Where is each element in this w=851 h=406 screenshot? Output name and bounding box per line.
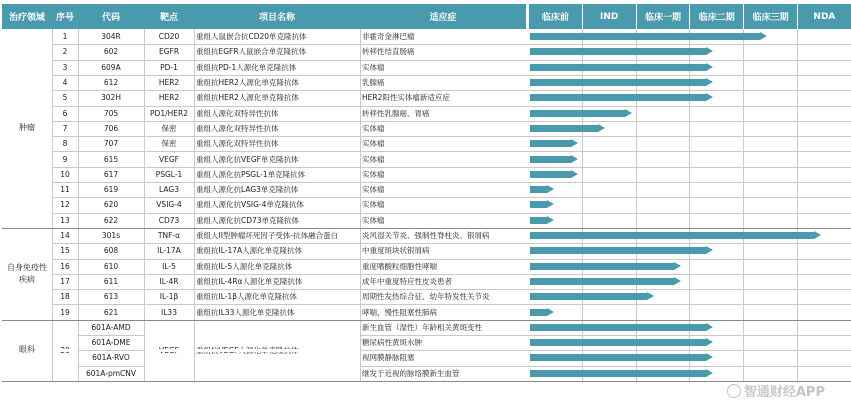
row-14-no: 14: [60, 231, 70, 241]
progress-arrow: [706, 323, 713, 331]
row-9-name: 重组人源化抗VEGF单克隆抗体: [196, 154, 299, 164]
row-19-target: IL33: [161, 307, 177, 317]
progress-bar: [530, 140, 571, 147]
row-12-name: 重组人源化抗VSIG-4单克隆抗体: [196, 200, 304, 210]
row-14-target: TNF-α: [157, 231, 181, 241]
row-6-name: 重组人源化双特异性抗体: [196, 108, 279, 118]
watermark: [727, 381, 825, 400]
row-1-no: 1: [62, 32, 68, 42]
group-label: 肿瘤: [19, 123, 35, 133]
row-3-target: PD-1: [160, 62, 178, 72]
progress-bar: [530, 278, 674, 285]
row-6-no: 6: [62, 108, 68, 118]
row-22-code: 601A-RVO: [92, 353, 130, 363]
row-13-code: 622: [103, 215, 119, 225]
progress-bar: [530, 339, 706, 346]
row-13-target: CD73: [158, 215, 180, 225]
row-2-code: 602: [103, 47, 119, 57]
row-11-no: 11: [60, 185, 70, 195]
row-10-indication: 实体瘤: [362, 169, 385, 179]
row-17-name: 重组抗IL-4Rα人源化单克隆抗体: [196, 276, 303, 286]
row-5-no: 5: [62, 93, 68, 103]
row-7-target: 保密: [161, 123, 177, 133]
merge-cover: [195, 365, 360, 368]
progress-arrow: [674, 262, 681, 270]
row-20-indication: 新生血管（湿性）年龄相关黄斑变性: [362, 322, 482, 332]
row-21-indication: 糖尿病性黄斑水肿: [362, 338, 422, 348]
row-17-code: 611: [103, 276, 119, 286]
row-14-name: 重组人II型肿瘤坏死因子受体-抗体融合蛋白: [196, 231, 339, 241]
row-16-code: 610: [103, 261, 119, 271]
watermark-logo-icon: [727, 384, 741, 398]
stage-header-2: 临床一期: [636, 4, 690, 29]
row-5-target: HER2: [158, 93, 180, 103]
progress-bar: [530, 293, 647, 300]
merge-cover: [53, 334, 78, 337]
progress-bar: [530, 309, 547, 316]
row-17-indication: 成年中重度特应性皮炎患者: [362, 276, 452, 286]
row-7-code: 706: [103, 123, 119, 133]
row-10-no: 10: [60, 169, 70, 179]
row-9-code: 615: [103, 154, 119, 164]
progress-arrow: [625, 109, 632, 117]
stage-header-5: NDA: [797, 4, 851, 29]
progress-bar: [530, 94, 706, 101]
progress-arrow: [547, 216, 554, 224]
progress-bar: [530, 263, 674, 270]
row-23-code: 601A-pmCNV: [85, 368, 137, 378]
watermark-text: 智通财经APP: [743, 385, 825, 400]
row-8-no: 8: [62, 139, 68, 149]
group-label: 眼科: [19, 345, 35, 355]
row-6-code: 705: [103, 108, 119, 118]
progress-bar: [530, 201, 547, 208]
row-9-no: 9: [62, 154, 68, 164]
row-16-target: IL-5: [162, 261, 176, 271]
progress-arrow: [706, 78, 713, 86]
stage-divider: [743, 29, 744, 381]
row-3-no: 3: [62, 62, 68, 72]
progress-arrow: [706, 353, 713, 361]
row-23-indication: 继发于近视的脉络膜新生血管: [362, 368, 460, 378]
progress-arrow: [760, 32, 767, 40]
row-18-name: 重组抗IL-1β人源化单克隆抗体: [196, 292, 298, 302]
row-2-name: 重组抗EGFR人鼠嵌合单克隆抗体: [196, 47, 307, 57]
progress-arrow: [547, 200, 554, 208]
row-20-code: 601A-AMD: [91, 322, 131, 332]
row-3-indication: 实体瘤: [362, 62, 385, 72]
merge-cover: [195, 349, 360, 352]
progress-arrow: [547, 185, 554, 193]
row-10-name: 重组人源化抗PSGL-1单克隆抗体: [196, 169, 306, 179]
row-12-no: 12: [60, 200, 70, 210]
progress-arrow: [706, 246, 713, 254]
row-15-code: 608: [103, 246, 119, 256]
merge-cover: [53, 349, 78, 352]
row-4-target: HER2: [158, 78, 180, 88]
row-2-target: EGFR: [158, 47, 180, 57]
row-6-target: PD1/HER2: [150, 108, 188, 118]
row-21-code: 601A-DME: [91, 338, 131, 348]
progress-bar: [530, 247, 706, 254]
row-19-code: 621: [103, 307, 119, 317]
column-header-5: 适应症: [360, 4, 526, 29]
row-4-indication: 乳腺癌: [362, 78, 385, 88]
row-7-no: 7: [62, 123, 68, 133]
progress-bar: [530, 171, 571, 178]
row-2-no: 2: [62, 47, 68, 57]
row-11-indication: 实体瘤: [362, 185, 385, 195]
row-12-target: VSIG-4: [156, 200, 182, 210]
row-19-indication: 哮喘，慢性阻塞性肺病: [362, 307, 437, 317]
row-10-target: PSGL-1: [155, 169, 183, 179]
row-18-code: 613: [103, 292, 119, 302]
row-8-name: 重组人源化双特异性抗体: [196, 139, 279, 149]
progress-bar: [530, 156, 571, 163]
progress-bar: [530, 79, 706, 86]
group-label: 自身免疫性 疾病: [7, 262, 47, 284]
row-7-indication: 实体瘤: [362, 123, 385, 133]
row-10-code: 617: [103, 169, 119, 179]
row-9-target: VEGF: [159, 154, 179, 164]
row-5-indication: HER2阳性实体瘤新适应症: [362, 93, 450, 103]
merge-cover: [53, 365, 78, 368]
row-14-code: 301s: [101, 231, 121, 241]
progress-bar: [530, 64, 706, 71]
column-header-3: 靶点: [144, 4, 194, 29]
stage-header-1: IND: [582, 4, 636, 29]
row-19-no: 19: [60, 307, 70, 317]
progress-bar: [530, 125, 598, 132]
progress-arrow: [706, 63, 713, 71]
row-15-no: 15: [60, 246, 70, 256]
row-1-target: CD20: [158, 32, 180, 42]
progress-bar: [530, 48, 706, 55]
progress-arrow: [814, 231, 821, 239]
row-1-code: 304R: [101, 32, 121, 42]
progress-arrow: [598, 124, 605, 132]
row-15-name: 重组抗IL-17A人源化单克隆抗体: [196, 246, 303, 256]
row-13-name: 重组人源化抗CD73单克隆抗体: [196, 215, 300, 225]
row-divider: [2, 381, 851, 382]
row-15-target: IL-17A: [157, 246, 181, 256]
row-8-target: 保密: [161, 139, 177, 149]
row-6-indication: 转移性乳腺癌、胃癌: [362, 108, 430, 118]
progress-arrow: [706, 93, 713, 101]
progress-arrow: [706, 338, 713, 346]
row-17-target: IL-4R: [159, 276, 179, 286]
row-7-name: 重组人源化双特异性抗体: [196, 123, 279, 133]
progress-arrow: [571, 170, 578, 178]
column-header-0: 治疗领域: [2, 4, 52, 29]
progress-bar: [530, 33, 760, 40]
row-8-indication: 实体瘤: [362, 139, 385, 149]
progress-bar: [530, 354, 706, 361]
row-11-name: 重组人源化抗LAG3单克隆抗体: [196, 185, 299, 195]
column-header-2: 代码: [78, 4, 144, 29]
row-14-indication: 炎风湿关节炎、强制性脊柱炎、银屑病: [362, 231, 490, 241]
merge-cover: [145, 349, 194, 352]
stage-header-4: 临床三期: [743, 4, 797, 29]
row-9-indication: 实体瘤: [362, 154, 385, 164]
progress-bar: [530, 110, 625, 117]
row-8-code: 707: [103, 139, 119, 149]
row-11-target: LAG3: [159, 185, 179, 195]
progress-arrow: [647, 292, 654, 300]
stage-divider: [797, 29, 798, 381]
row-5-name: 重组抗HER2人源化单克隆抗体: [196, 93, 299, 103]
progress-bar: [530, 370, 706, 377]
row-18-indication: 周期性发热综合征、幼年特发性关节炎: [362, 292, 490, 302]
progress-arrow: [547, 308, 554, 316]
row-3-name: 重组抗PD-1人源化单克隆抗体: [196, 62, 297, 72]
progress-bar: [530, 186, 547, 193]
progress-bar: [530, 324, 706, 331]
progress-arrow: [706, 47, 713, 55]
row-16-indication: 重度嗜酸粒细胞性哮喘: [362, 261, 437, 271]
progress-arrow: [706, 369, 713, 377]
row-17-no: 17: [60, 276, 70, 286]
row-22-indication: 视网膜静脉阻塞: [362, 353, 415, 363]
progress-arrow: [674, 277, 681, 285]
row-5-code: 302H: [101, 93, 121, 103]
row-18-target: IL-1β: [159, 292, 179, 302]
merge-cover: [145, 334, 194, 337]
row-1-indication: 非霍奇金淋巴瘤: [362, 32, 415, 42]
row-19-name: 重组抗IL33人源化单克隆抗体: [196, 307, 295, 317]
progress-arrow: [571, 155, 578, 163]
progress-bar: [530, 217, 547, 224]
row-12-indication: 实体瘤: [362, 200, 385, 210]
row-2-indication: 转移性结直肠癌: [362, 47, 415, 57]
row-13-indication: 实体瘤: [362, 215, 385, 225]
stage-header-0: 临床前: [528, 4, 582, 29]
row-16-name: 重组抗IL-5人源化单克隆抗体: [196, 261, 293, 271]
row-3-code: 609A: [101, 62, 121, 72]
row-18-no: 18: [60, 292, 70, 302]
row-1-name: 重组人鼠嵌合抗CD20单克隆抗体: [196, 32, 307, 42]
row-16-no: 16: [60, 261, 70, 271]
row-4-name: 重组抗HER2人源化单克隆抗体: [196, 78, 299, 88]
row-4-code: 612: [103, 78, 119, 88]
progress-arrow: [571, 139, 578, 147]
stage-header-3: 临床二期: [689, 4, 743, 29]
column-header-4: 项目名称: [194, 4, 360, 29]
row-15-indication: 中重度斑块状银屑病: [362, 246, 430, 256]
column-header-1: 序号: [52, 4, 78, 29]
progress-bar: [530, 232, 814, 239]
row-4-no: 4: [62, 78, 68, 88]
row-11-code: 619: [103, 185, 119, 195]
row-12-code: 620: [103, 200, 119, 210]
row-13-no: 13: [60, 215, 70, 225]
merge-cover: [195, 334, 360, 337]
merge-cover: [145, 365, 194, 368]
